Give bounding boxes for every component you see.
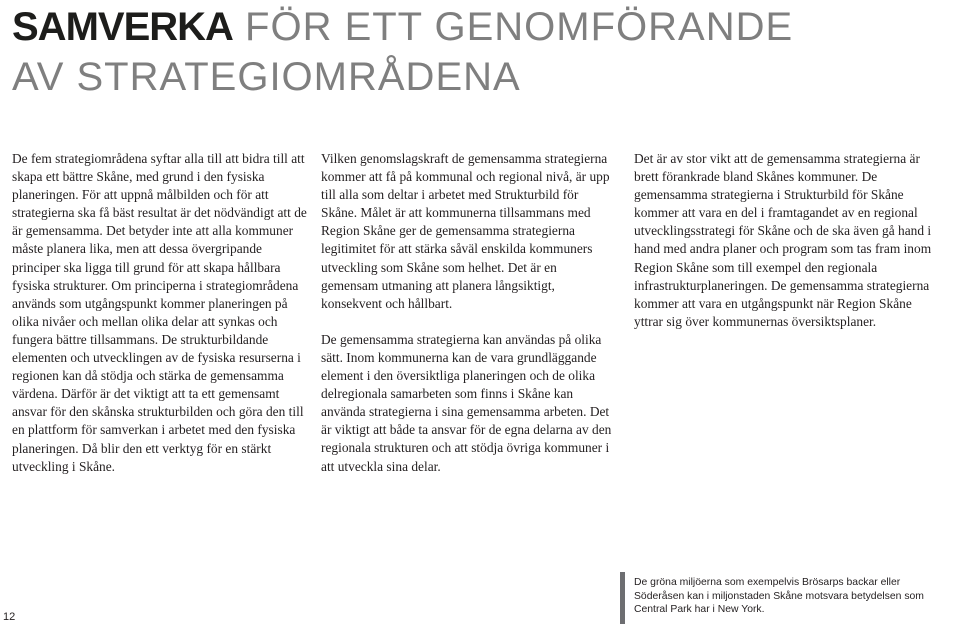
text-column-3 <box>634 150 934 349</box>
heading-thin-part: FÖR ETT GENOMFÖRANDE <box>232 5 794 49</box>
image-caption: De gröna miljöerna som exempelvis Brösarps backar eller Söderåsen kan i miljonstaden Skåne motsvara betydelsen som Central Park har i New York. <box>634 577 924 616</box>
text-column-1 <box>12 150 308 494</box>
heading-bold-part: SAMVERKA <box>12 5 233 49</box>
text-column-2 <box>321 150 617 494</box>
column-3-paragraph-1: Det är av stor vikt att de gemensamma strategierna är brett förankrade bland Skånes kommuner. De gemensamma strategierna i Strukturbild för Skåne kommer att vara en del i framtagandet av en regional utvecklingsstrategi för Skåne och de ska även gå hand i hand med andra planer och program som tas fram inom Region Skåne som till exempel den regionala infrastrukturplaneringen. De gemensamma strategierna kommer att vara en utgångspunkt när Region Skåne yttrar sig över kommunernas översiktsplaner. <box>634 151 932 329</box>
caption-marker-bar <box>620 572 625 624</box>
page-heading <box>12 2 793 102</box>
column-1-paragraph-1: De fem strategiområdena syftar alla till att bidra till att skapa ett bättre Skåne, med grund i den fysiska planeringen. För att uppnå målbilden och för att strategierna ska få bäst resultat är det nödvändigt att de är gemensamma. Det betyder inte att alla kommuner måste planera lika, men att dessa övergripande principer ska ligga till grund för att skapa hållbara fysiska strukturer. Om principerna i strategiområdena används som utgångspunkt kommer planeringen på olika nivåer och mellan olika delar att synkas och fungera bättre tillsammans. De strukturbildande elementen och utvecklingen av de fysiska resurserna i regionen kan då stödja och stärka de gemensamma värdena. Därför är det viktigt att ta ett gemensamt ansvar för den skånska strukturbilden och göra den till en plattform för samverkan i arbetet med den fysiska planeringen. Då blir den ett verktyg för en stärkt utveckling i Skåne. <box>12 151 307 474</box>
column-2-paragraph-2: De gemensamma strategierna kan användas på olika sätt. Inom kommunerna kan de vara grundläggande element i den översiktliga planeringen och de olika delregionala samarbeten som finns i Skåne kan använda strategierna i sina gemensamma arbeten. Det är viktigt att både ta ansvar för de egna delarna av den regionala strukturen och att stödja övriga kommuner i att utveckla sina delar. <box>321 331 612 474</box>
heading-line-2: AV STRATEGIOMRÅDENA <box>12 55 521 99</box>
column-2-paragraph-1: Vilken genomslagskraft de gemensamma strategierna kommer att få på kommunal och regional nivå, är upp till alla som deltar i arbetet med Strukturbild för Skåne. Målet är att kommunerna tillsammans med Region Skåne ger de gemensamma strategierna legitimitet för att stärka såväl enskilda kommuners utveckling som Skåne som helhet. Det är en gemensam utmaning att planera långsiktigt, konsekvent och hållbart. <box>321 151 610 311</box>
page-number: 12 <box>3 611 16 623</box>
